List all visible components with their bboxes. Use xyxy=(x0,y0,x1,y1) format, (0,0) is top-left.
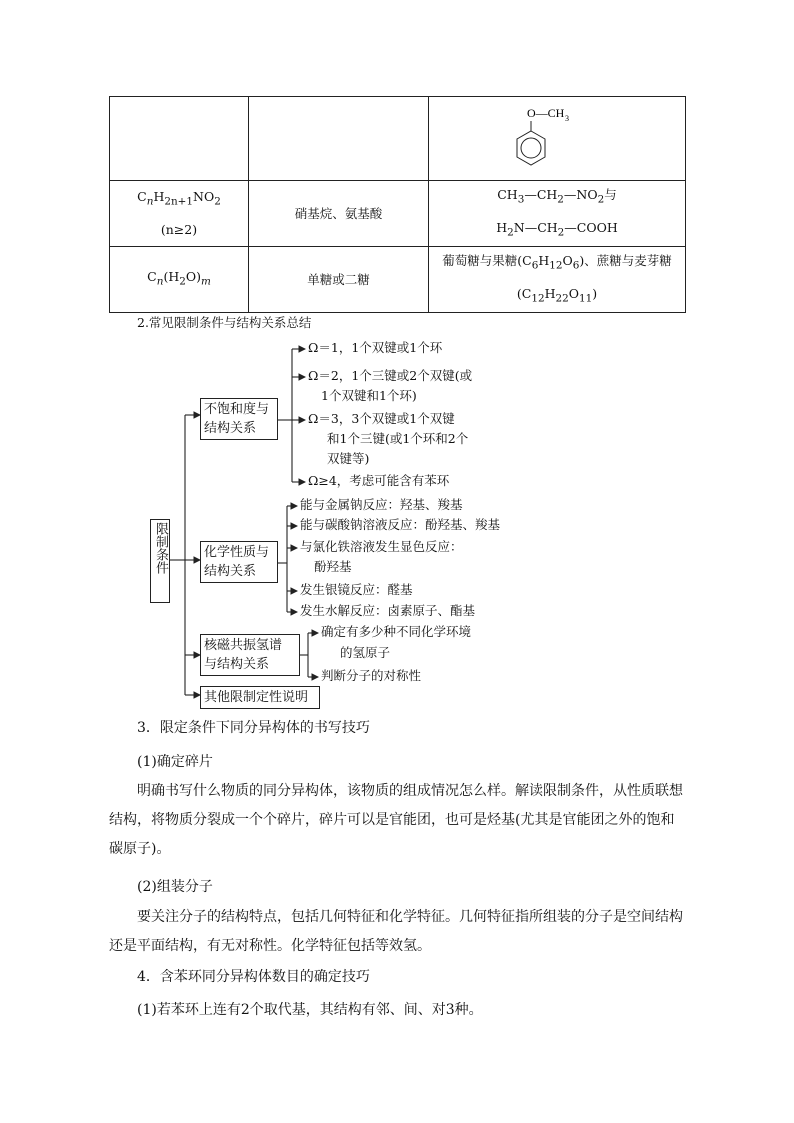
general-formula: $C_nH_{2n+1}NO_2$ xyxy=(137,189,221,208)
anisole-formula-subscript: 3 xyxy=(565,113,569,123)
anisole-formula-label: O—CH xyxy=(527,105,565,120)
diagram-leaf: 双键等) xyxy=(327,451,370,466)
diagram-leaf: 的氢原子 xyxy=(340,645,391,660)
section-4-title: 4．含苯环同分异构体数目的确定技巧 xyxy=(137,969,370,985)
branch-label: 与结构关系 xyxy=(204,657,270,672)
subsection-1-title: (1)确定碎片 xyxy=(137,754,213,770)
paragraph-1: 明确书写什么物质的同分异构体，该物质的组成情况怎么样。解读限制条件，从性质联想结构，将物质分裂成一个个碎片，碎片可以是官能团，也可是烃基(尤其是官能团之外的饱和碳原子)。 xyxy=(109,783,683,857)
example-formula: $(C_{12}H_{22}O_{11})$ xyxy=(516,285,598,304)
diagram-leaf: 能与碳酸钠溶液反应：酚羟基、羧基 xyxy=(300,517,501,532)
diagram-leaf: Ω＝1，1个双键或1个环 xyxy=(308,340,443,355)
example-formula: 葡萄糖与果糖$(C_6H_{12}O_6)$、蔗糖与麦芽糖 xyxy=(442,253,672,272)
compound-category: 硝基烷、氨基酸 xyxy=(294,205,383,221)
general-formula: $C_n(H_2O)_m$ xyxy=(147,269,211,288)
example-formula: $CH_3—CH_2—NO_2$与 xyxy=(497,187,617,206)
paragraph-2: 要关注分子的结构特点，包括几何特征和化学特征。几何特征指所组装的分子是空间结构还是平面结构，有无对称性。化学特征包括等效氢。 xyxy=(109,909,683,954)
branch-box-unsaturation xyxy=(200,398,278,440)
compound-category: 单糖或二糖 xyxy=(307,271,370,287)
branch-label: 结构关系 xyxy=(204,564,257,579)
branch-label: 其他限制定性说明 xyxy=(204,690,309,705)
example-formula: $H_2N—CH_2—COOH$ xyxy=(496,219,618,238)
diagram-leaf: Ω＝3，3个双键或1个双键 xyxy=(308,411,455,426)
section-3-title: 3．限定条件下同分异构体的书写技巧 xyxy=(137,720,370,736)
diagram-leaf: 确定有多少种不同化学环境 xyxy=(321,624,472,639)
branch-box-nmr xyxy=(200,634,300,676)
section-2-title: 2.常见限制条件与结构关系总结 xyxy=(137,315,312,330)
root-node-box xyxy=(150,519,170,603)
diagram-leaf: 发生银镜反应：醛基 xyxy=(300,582,413,597)
diagram-leaf: Ω＝2，1个三键或2个双键(或 xyxy=(308,368,473,383)
diagram-leaf: 和1个三键(或1个环和2个 xyxy=(327,431,469,446)
paragraph-3: (1)若苯环上连有2个取代基，其结构有邻、间、对3种。 xyxy=(137,1002,483,1018)
root-node-label: 限制条件 xyxy=(153,522,168,574)
branch-label: 不饱和度与 xyxy=(204,402,270,417)
diagram-leaf: 发生水解反应：卤素原子、酯基 xyxy=(300,603,476,618)
diagram-leaf: 1个双键和1个环) xyxy=(321,388,417,403)
branch-label: 核磁共振氢谱 xyxy=(204,638,283,653)
subsection-2-title: (2)组装分子 xyxy=(137,879,213,895)
diagram-leaf: 与氯化铁溶液发生显色反应： xyxy=(300,539,463,554)
branch-label: 结构关系 xyxy=(204,421,257,436)
diagram-leaf: Ω≥4，考虑可能含有苯环 xyxy=(308,473,450,488)
branch-box-chemical-property xyxy=(200,541,278,583)
diagram-leaf: 酚羟基 xyxy=(314,559,352,574)
diagram-leaf: 判断分子的对称性 xyxy=(321,668,422,683)
branch-box-other xyxy=(200,686,320,709)
diagram-leaf: 能与金属钠反应：羟基、羧基 xyxy=(300,497,463,512)
branch-label: 化学性质与 xyxy=(204,545,270,560)
formula-condition: (n≥2) xyxy=(160,221,198,237)
